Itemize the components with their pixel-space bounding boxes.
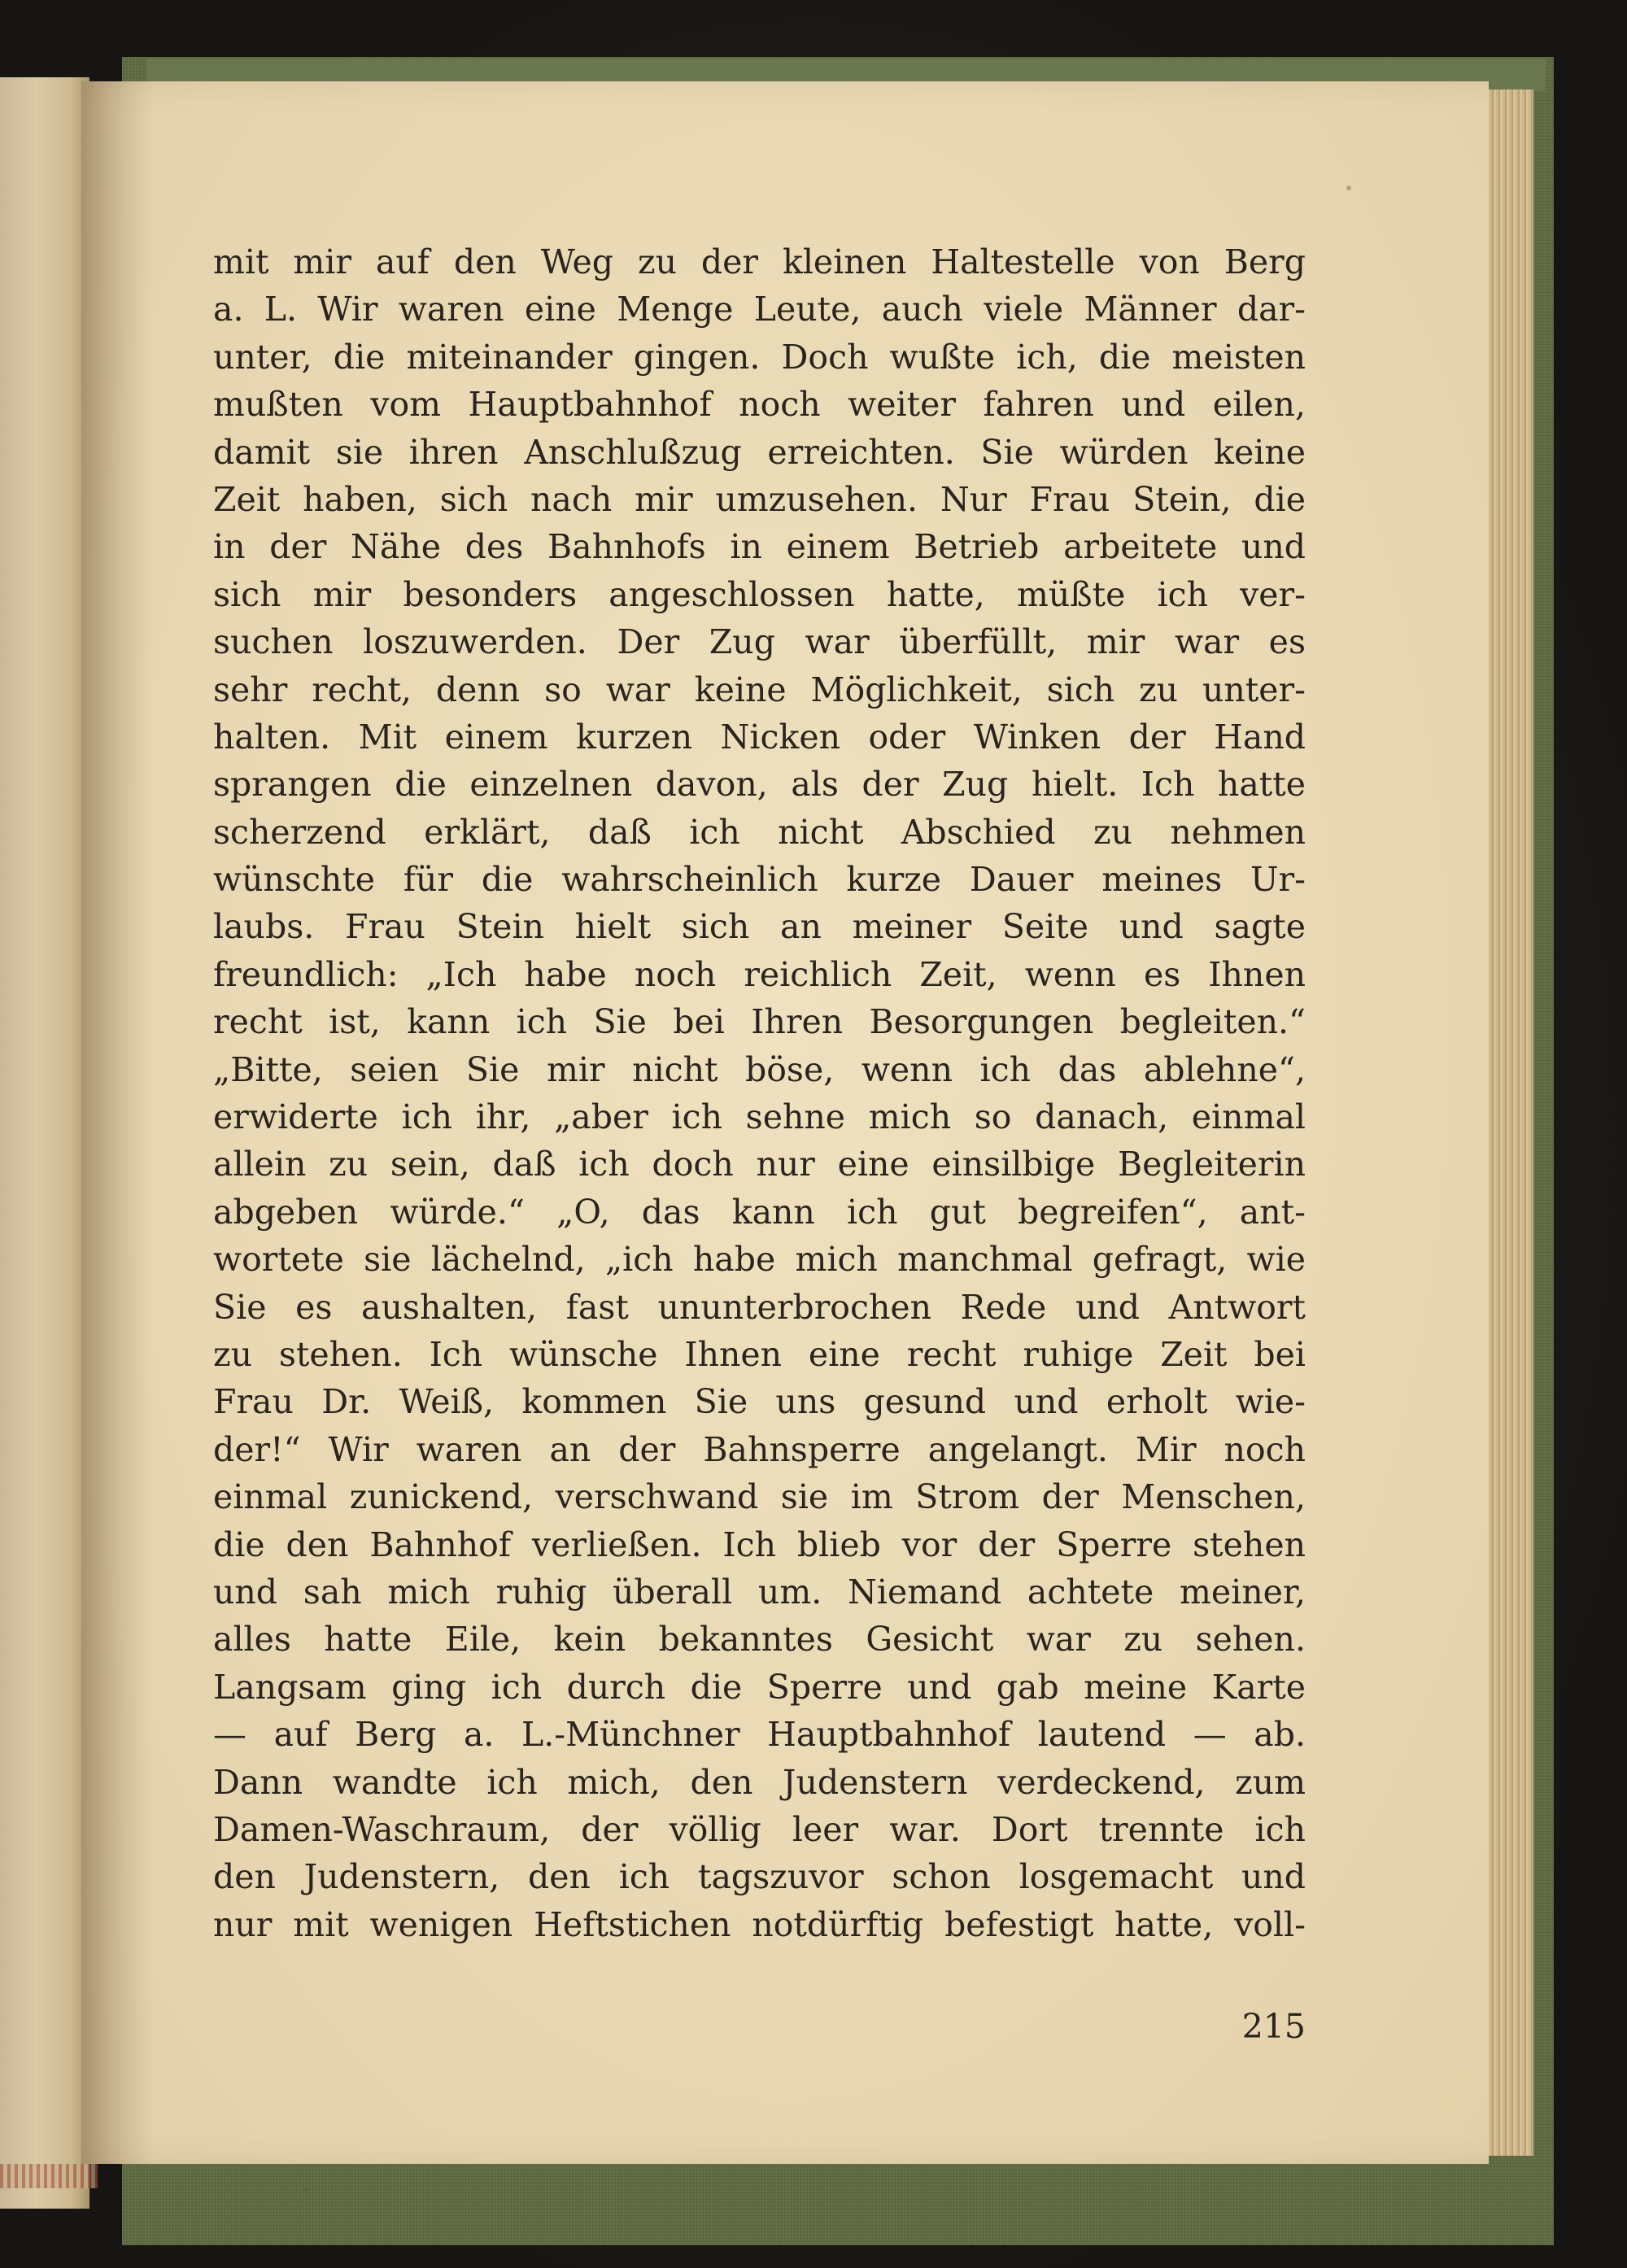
text-line: a. L. Wir waren eine Menge Leute, auch viele Männer dar- bbox=[213, 290, 1306, 329]
paper-fleck bbox=[1346, 185, 1351, 190]
paper-fleck bbox=[303, 2188, 309, 2192]
text-line: allein zu sein, daß ich doch nur eine einsilbige Begleiterin bbox=[213, 1145, 1306, 1184]
text-line: Sie es aushalten, fast ununterbrochen Rede und Antwort bbox=[213, 1287, 1306, 1327]
text-line: — auf Berg a. L.-Münchner Hauptbahnhof lautend — ab. bbox=[213, 1715, 1306, 1755]
text-line: einmal zunickend, verschwand sie im Strom der Menschen, bbox=[213, 1477, 1306, 1517]
text-line: wünschte für die wahrscheinlich kurze Dauer meines Ur- bbox=[213, 860, 1306, 900]
text-line: sprangen die einzelnen davon, als der Zug hielt. Ich hatte bbox=[213, 765, 1306, 805]
page-body-text bbox=[213, 238, 1306, 1948]
page-gutter-shadow bbox=[81, 81, 155, 2164]
text-line: zu stehen. Ich wünsche Ihnen eine recht ruhige Zeit bei bbox=[213, 1334, 1306, 1374]
text-line: alles hatte Eile, kein bekanntes Gesicht war zu sehen. bbox=[213, 1620, 1306, 1660]
text-line: erwiderte ich ihr, „aber ich sehne mich so danach, einmal bbox=[213, 1097, 1306, 1137]
text-line: sehr recht, denn so war keine Möglichkeit, sich zu unter- bbox=[213, 669, 1306, 709]
text-line: Frau Dr. Weiß, kommen Sie uns gesund und erholt wie- bbox=[213, 1382, 1306, 1422]
text-line: mit mir auf den Weg zu der kleinen Haltestelle von Berg bbox=[213, 242, 1306, 281]
page-number: 215 bbox=[1241, 2007, 1306, 2046]
text-line: freundlich: „Ich habe noch reichlich Zeit, wenn es Ihnen bbox=[213, 954, 1306, 994]
text-line: Zeit haben, sich nach mir umzusehen. Nur Frau Stein, die bbox=[213, 479, 1306, 519]
text-line: der!“ Wir waren an der Bahnsperre angelangt. Mir noch bbox=[213, 1429, 1306, 1469]
text-line: den Judenstern, den ich tagszuvor schon losgemacht und bbox=[213, 1857, 1306, 1897]
previous-page-edge bbox=[0, 77, 89, 2209]
text-line: und sah mich ruhig überall um. Niemand achtete meiner, bbox=[213, 1572, 1306, 1612]
text-line: laubs. Frau Stein hielt sich an meiner Seite und sagte bbox=[213, 907, 1306, 947]
text-line: unter, die miteinander gingen. Doch wußte ich, die meisten bbox=[213, 337, 1306, 377]
text-line: suchen loszuwerden. Der Zug war überfüllt, mir war es bbox=[213, 622, 1306, 662]
previous-page-sprinkled-edge bbox=[0, 2164, 98, 2188]
text-line: „Bitte, seien Sie mir nicht böse, wenn ich das ablehne“, bbox=[213, 1049, 1306, 1089]
text-line: recht ist, kann ich Sie bei Ihren Besorgungen begleiten.“ bbox=[213, 1002, 1306, 1042]
text-line: wortete sie lächelnd, „ich habe mich manchmal gefragt, wie bbox=[213, 1240, 1306, 1280]
text-line: halten. Mit einem kurzen Nicken oder Winken der Hand bbox=[213, 717, 1306, 757]
text-line: Langsam ging ich durch die Sperre und gab meine Karte bbox=[213, 1667, 1306, 1707]
text-line: mußten vom Hauptbahnhof noch weiter fahren und eilen, bbox=[213, 385, 1306, 425]
text-line: Damen-Waschraum, der völlig leer war. Dort trennte ich bbox=[213, 1809, 1306, 1849]
text-line: die den Bahnhof verließen. Ich blieb vor der Sperre stehen bbox=[213, 1524, 1306, 1564]
text-line: Dann wandte ich mich, den Judenstern verdeckend, zum bbox=[213, 1762, 1306, 1802]
text-line: damit sie ihren Anschlußzug erreichten. Sie würden keine bbox=[213, 432, 1306, 472]
text-line: scherzend erklärt, daß ich nicht Abschied zu nehmen bbox=[213, 812, 1306, 852]
text-line: abgeben würde.“ „O, das kann ich gut begreifen“, ant- bbox=[213, 1192, 1306, 1232]
text-line: nur mit wenigen Heftstichen notdürftig befestigt hatte, voll- bbox=[213, 1904, 1306, 1944]
text-line: sich mir besonders angeschlossen hatte, müßte ich ver- bbox=[213, 574, 1306, 614]
text-line: in der Nähe des Bahnhofs in einem Betrieb arbeitete und bbox=[213, 527, 1306, 567]
